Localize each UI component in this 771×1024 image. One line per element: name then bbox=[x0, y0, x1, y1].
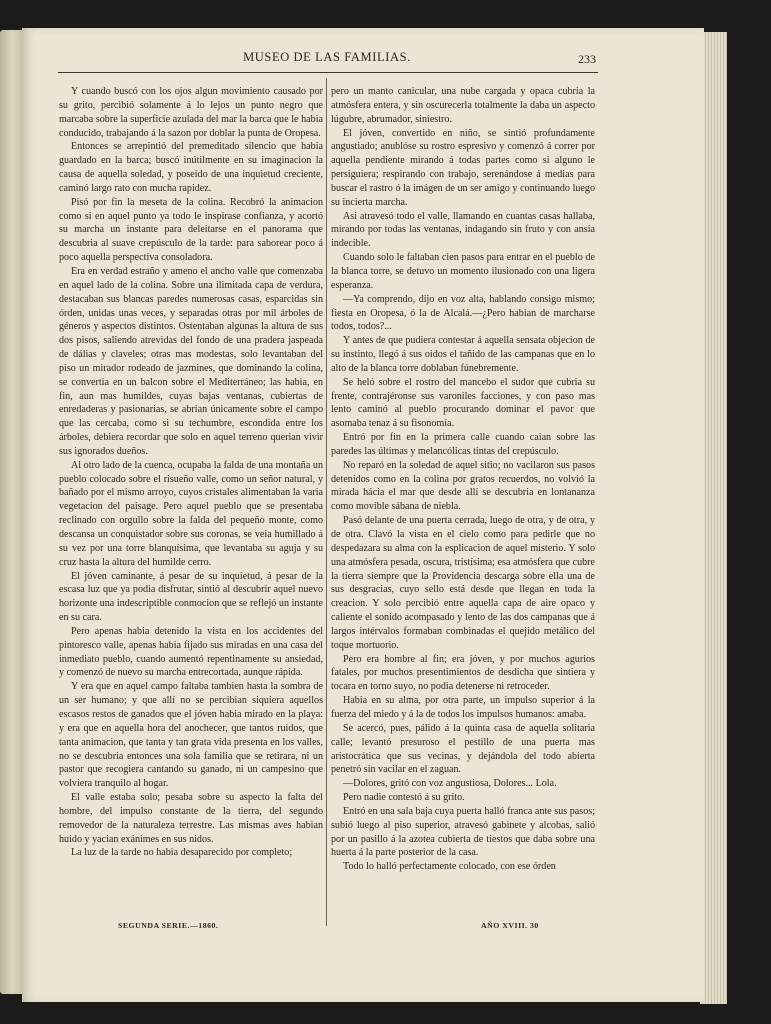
right-column bbox=[331, 85, 595, 915]
paragraph: Al otro lado de la cuenca, ocupaba la falda de una montaña un pueblo colocado sobre el risueño valle, como un señor natural, y bañado por el mismo arroyo, cuyos cristales alimentaban la varia vegetacion del paisage. Pero aquel pueblo que se presentaba reclinado con orgullo sobre la falda del pequeño monte, como descansa un conquistador sobre sus coronas, se veia humillado á su vez por una torre blanquísima, que levantaba su aguja y su cruz hasta la altura del humilde cerro. bbox=[59, 459, 323, 568]
facing-page-edge bbox=[0, 30, 22, 994]
paragraph: Asi atravesó todo el valle, llamando en cuantas casas hallaba, mirando por todas las ventanas, indagando sin fruto y con ansia indecible. bbox=[331, 210, 595, 250]
paragraph: Habia en su alma, por otra parte, un impulso superior á la fuerza del miedo y á la de todos los impulsos humanos: amaba. bbox=[331, 695, 595, 720]
running-header bbox=[58, 48, 596, 68]
paragraph: La luz de la tarde no habia desaparecido por completo; bbox=[71, 847, 293, 859]
page-stack-edges bbox=[700, 32, 727, 1004]
paragraph: Era en verdad estraño y ameno el ancho valle que comenzaba en aquel lado de la colina. Sobre una ilimitada capa de verdura, destacaban sus blancas paredes numerosas casas, esparcidas sin órden, unidas unas veces, y separadas otras por mil árboles de géneros y aspectos distintos. Ostentaban algunas la altura de sus dos pisos, saliendo atrevidas del fondo de una pradera jaspeada de dálias y claveles; otras mas modestas, solo levantaban del piso un mirador rodeado de jazmines, que dominando la colina, se convertia en un balcon sobre el Mediterráneo; las habia, en fin, aun mas humildes, cuyas bajas ventanas, cubiertas de enredaderas y pasionarias, se abrian únicamente sobre el campo que las cercaba, como si su techumbre, escondida entre los árboles, debiera recordar que solo en aquel terreno querian vivir sus ignorados dueños. bbox=[59, 265, 323, 457]
column-rule bbox=[326, 78, 327, 926]
paragraph: —Ya comprendo, dijo en voz alta, hablando consigo mismo; fiesta en Oropesa, ó la de Alcalá.—¿Pero habian de marcharse todos, todos?... bbox=[331, 293, 595, 333]
paragraph: Entonces se arrepintió del premeditado silencio que habia guardado en la barca; buscó inútilmente en su imaginacion la causa de aquella soledad, y poseido de una inquietud creciente, caminó largo rato con mucha rapidez. bbox=[59, 141, 323, 194]
paragraph: Todo lo halló perfectamente colocado, con ese órden bbox=[343, 861, 556, 873]
paragraph: Entró en una sala baja cuya puerta halló franca ante sus pasos; subió luego al piso superior, atravesó gabinete y alcobas, salió por un pasillo á la azotea cubierta de tiestos que daba sobre una huerta á la parte posterior de la casa. bbox=[331, 805, 595, 859]
signature-mark-left: SEGUNDA SERIE.—1860. bbox=[118, 921, 219, 930]
paragraph: El jóven caminante, á pesar de su inquietud, á pesar de la escasa luz que ya podia disfrutar, sintió al descubrir aquel nuevo horizonte una indescriptible conmocion que se reflejó un instante en su cara. bbox=[59, 570, 323, 624]
paragraph: —Dolores, gritó con voz angustiosa, Dolores... Lola. bbox=[343, 778, 557, 790]
running-title: MUSEO DE LAS FAMILIAS. bbox=[243, 50, 411, 64]
left-column bbox=[59, 85, 323, 915]
paragraph: Se acercó, pues, pálido á la quinta casa de aquella solitaria calle; levantó presuroso el pestillo de una puerta mas aristocrática que sus vecinas, y dejándola del todo abierta penetró sin vacilar en el zaguan. bbox=[331, 722, 595, 776]
signature-mark-right: AÑO XVIII. 30 bbox=[481, 921, 539, 930]
paragraph: Pero apenas habia detenido la vista en los accidentes del pintoresco valle, apenas habia fijado sus miradas en una casa del inmediato pueblo, cuando aumentó repentinamente su ansiedad, y comenzó de nuevo su marcha entrecortada, aunque rápida. bbox=[59, 625, 323, 679]
paragraph: Pasó delante de una puerta cerrada, luego de otra, y de otra, y de otra. Clavó la vista en el cielo como para pedirle que no despedazara su alma con la esplicacion de aquel misterio. Y solo una atmósfera pesada, oscura, tristísima; esa atmósfera que cubre la tierra siempre que la Providencia descarga sobre ella una de sus desgracias, cuyo sello está desde que llegan en toda la creacion. Y solo percibió entre aquella capa de aire opaco y caliente el sonido acompasado y lento de las dos campanas que á largos intérvalos formaban combinadas el quejido metálico del toque mortuorio. bbox=[331, 515, 595, 651]
header-rule bbox=[58, 72, 598, 73]
paragraph: Pero era hombre al fin; era jóven, y por muchos agurios fatales, por muchos presentimientos de desdicha que sintiera y tocara en torno suyo, no podia detenerse ni retroceder. bbox=[331, 653, 595, 693]
paragraph: Y era que en aquel campo faltaba tambien hasta la sombra de un ser humano; y que allí no se percibian siquiera aquellos escasos restos de ganados que el jóven habia mirado en la playa: y era que en aquella hora del anochecer, que tantos ruidos, que tanta animacion, que tanta y tan grata vida presenta en los valles, no se descubria entonces una sola familia que se retirara, ni un pastor que recogiera cantando su ganado, ni un campesino que volviera tranquilo al hogar. bbox=[59, 681, 323, 790]
paragraph: Se heló sobre el rostro del mancebo el sudor que cubria su frente, contrajéronse sus varoniles facciones, y con paso mas lento caminó al pueblo procurando dominar el pavor que asomaba tenaz á su fisonomía. bbox=[331, 376, 595, 430]
paragraph: Cuando solo le faltaban cien pasos para entrar en el pueblo de la blanca torre, se detuvo un momento ilusionado con una ligera esperanza. bbox=[331, 252, 595, 291]
paragraph: pero un manto canicular, una nube cargada y opaca cubria la atmósfera entera, y sin oscurecerla totalmente la daba un aspecto lúgubre, abrumador, siniestro. bbox=[331, 86, 595, 125]
paragraph: El valle estaba solo; pesaba sobre su aspecto la falta del hombre, del impulso constante de la tierra, del segundo removedor de la naturaleza terrestre. Las mismas aves habian huido y yacian exánimes en sus nidos. bbox=[59, 792, 323, 845]
paragraph: Entró por fin en la primera calle cuando caian sobre las paredes las últimas y melancólicas tintas del crepúsculo. bbox=[331, 432, 595, 457]
paragraph: El jóven, convertido en niño, se sintió profundamente angustiado; anublóse su rostro espresivo y comenzó á correr por aquella pendiente mirando á todas partes como si alguno le persiguiera; respirando con trabajo, serenándose á medias para buscar el rastro ó la imágen de un ser amigo y continuando luego su incierta marcha. bbox=[331, 127, 595, 208]
paragraph: Pero nadie contestó á su grito. bbox=[343, 792, 465, 804]
paragraph: No reparó en la soledad de aquel sitio; no vacilaron sus pasos detenidos como en la colina por gratos recuerdos, no volvió la mirada hácia el mar que desde allí se descubria en lontananza como movible sábana de niebla. bbox=[331, 459, 595, 513]
paragraph: Y cuando buscó con los ojos algun movimiento causado por su grito, percibió solamente á lo lejos un punto negro que marcaba sobre la superficie azulada del mar la barca que le habia conducido, trabajando á la sazon por doblar la punta de Oropesa. bbox=[59, 86, 323, 139]
paragraph: Pisó por fin la meseta de la colina. Recobró la animacion como si en aquel punto ya todo le inspirase confianza, y acortó su marcha un instante para deleitarse en el panorama que descubria al suave crepúsculo de la tarde: para saborear poco á poco aquella perspectiva consoladora. bbox=[59, 196, 323, 264]
paragraph: Y antes de que pudiera contestar á aquella sensata objecion de su instinto, llegó á sus oidos el tañido de las campanas que en lo alto de la blanca torre doblaban fúnebremente. bbox=[331, 335, 595, 374]
page-number: 233 bbox=[578, 52, 596, 66]
